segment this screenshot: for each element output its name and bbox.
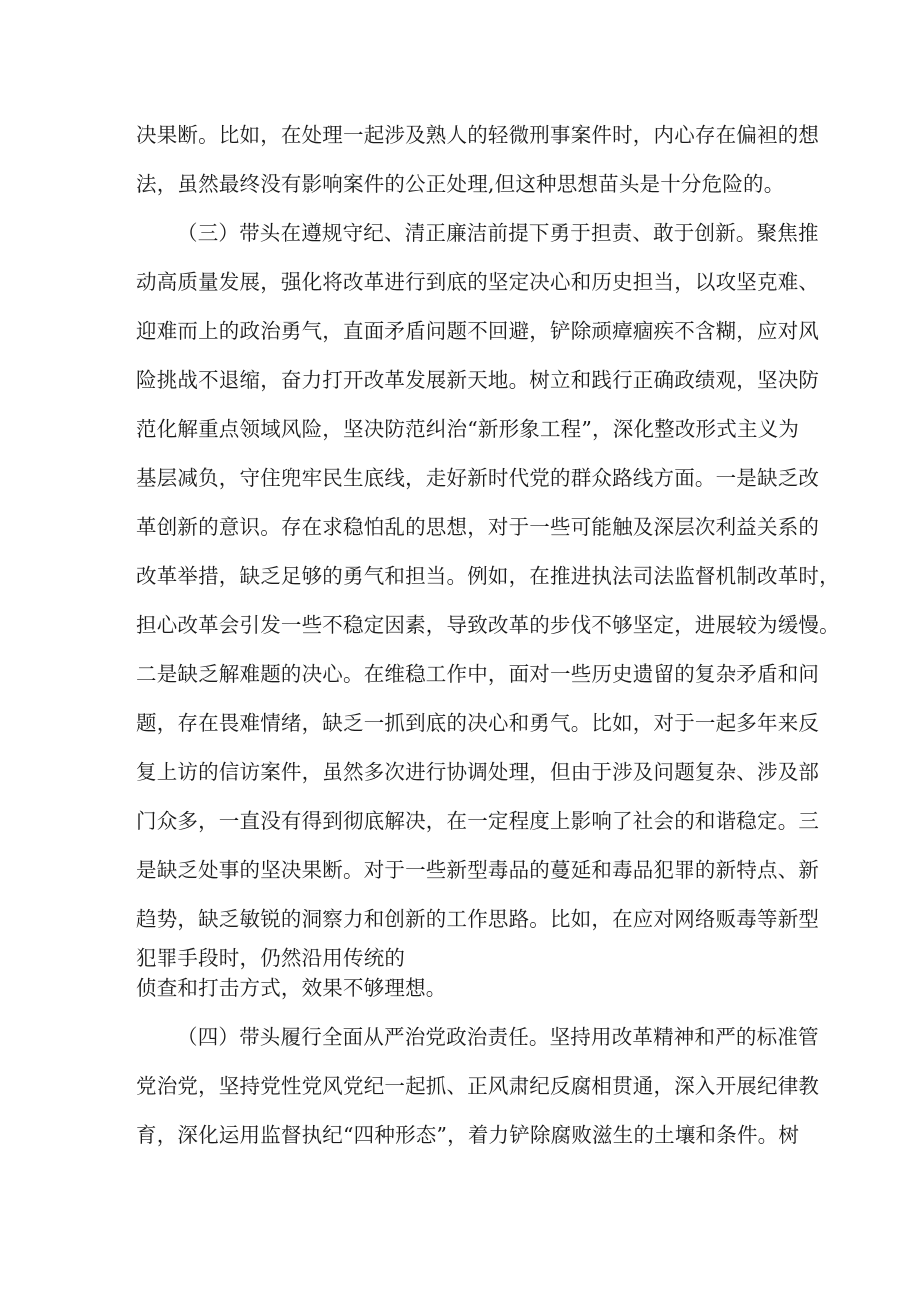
text-line: 范化解重点领域风险，坚决防范纠治“新形象工程”，深化整改形式主义为 <box>136 417 800 441</box>
text-line: 门众多，一直没有得到彻底解决，在一定程度上影响了社会的和谐稳定。三 <box>136 809 820 833</box>
text-line: 险挑战不退缩，奋力打开改革发展新天地。树立和践行正确政绩观，坚决防 <box>136 368 820 392</box>
text-line: 迎难而上的政治勇气，直面矛盾问题不回避，铲除顽瘴痼疾不含糊，应对风 <box>136 319 820 343</box>
text-line: 育，深化运用监督执纪“四种形态”，着力铲除腐败滋生的土壤和条件。树 <box>136 1123 800 1147</box>
text-line: 基层减负，守住兜牢民生底线，走好新时代党的群众路线方面。一是缺乏改 <box>136 466 820 490</box>
text-line: 是缺乏处事的坚决果断。对于一些新型毒品的蔓延和毒品犯罪的新特点、新 <box>136 858 820 882</box>
text-line: 党治党，坚持党性党风党纪一起抓、正风肃纪反腐相贯通，深入开展纪律教 <box>136 1074 820 1098</box>
text-line: 犯罪手段时，仍然沿用传统的 <box>136 946 406 970</box>
text-line: 趋势，缺乏敏锐的洞察力和创新的工作思路。比如，在应对网络贩毒等新型 <box>136 907 820 931</box>
text-line: 革创新的意识。存在求稳怕乱的思想，对于一些可能触及深层次利益关系的 <box>136 515 820 539</box>
text-line: 题，存在畏难情绪，缺乏一抓到底的决心和勇气。比如，对于一起多年来反 <box>136 711 820 735</box>
text-line: 复上访的信访案件，虽然多次进行协调处理，但由于涉及问题复杂、涉及部 <box>136 760 820 784</box>
text-line: 侦查和打击方式，效果不够理想。 <box>136 976 447 1000</box>
text-line: 改革举措，缺乏足够的勇气和担当。例如，在推进执法司法监督机制改革时， <box>136 564 840 588</box>
text-line: 法，虽然最终没有影响案件的公正处理,但这种思想苗头是十分危险的。 <box>136 172 785 196</box>
section-heading-line: （四）带头履行全面从严治党政治责任。坚持用改革精神和严的标准管 <box>177 1025 819 1049</box>
text-line: 担心改革会引发一些不稳定因素，导致改革的步伐不够坚定，进展较为缓慢。 <box>136 613 840 637</box>
text-line: 二是缺乏解难题的决心。在维稳工作中，面对一些历史遗留的复杂矛盾和问 <box>136 662 820 686</box>
text-line: 决果断。比如，在处理一起涉及熟人的轻微刑事案件时，内心存在偏袒的想 <box>136 123 820 147</box>
section-heading-line: （三）带头在遵规守纪、清正廉洁前提下勇于担责、敢于创新。聚焦推 <box>177 221 819 245</box>
text-line: 动高质量发展，强化将改革进行到底的坚定决心和历史担当，以攻坚克难、 <box>136 270 820 294</box>
